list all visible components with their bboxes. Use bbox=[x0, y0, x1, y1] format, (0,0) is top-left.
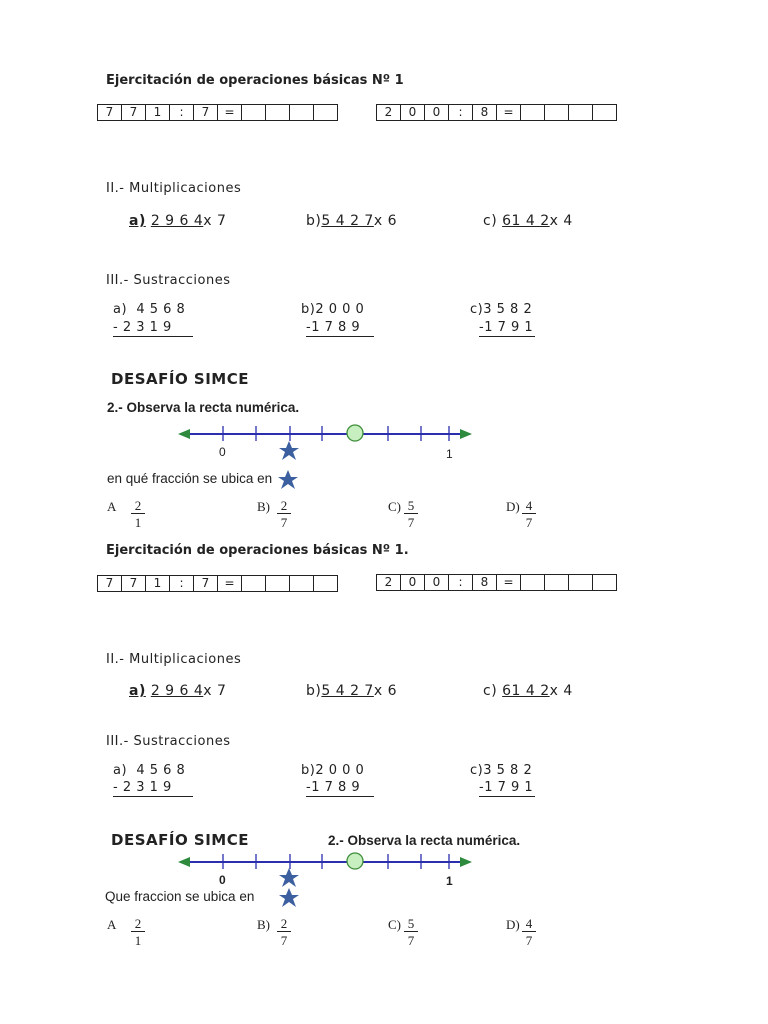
grid-cell[interactable] bbox=[545, 575, 569, 591]
grid-cell[interactable] bbox=[242, 105, 266, 121]
option-numerator: 2 bbox=[131, 499, 145, 514]
option-denominator: 7 bbox=[280, 933, 288, 948]
grid-cell: : bbox=[449, 105, 473, 121]
option-numerator: 2 bbox=[277, 499, 291, 514]
right-arrow-icon bbox=[460, 857, 472, 867]
question-text: 2.- Observa la recta numérica. bbox=[107, 400, 300, 415]
grid-cell: = bbox=[218, 105, 242, 121]
left-arrow-icon bbox=[178, 857, 190, 867]
grid-cell: = bbox=[497, 105, 521, 121]
simce-title: DESAFÍO SIMCE bbox=[111, 831, 249, 849]
sust-a-top: 4 5 6 8 bbox=[136, 763, 186, 778]
mult-b bbox=[306, 683, 397, 699]
grid-cell[interactable] bbox=[521, 105, 545, 121]
label-one: 1 bbox=[446, 874, 453, 888]
option-numerator: 5 bbox=[404, 917, 418, 932]
sust-b-label: b) bbox=[301, 302, 316, 317]
grid-cell: 8 bbox=[473, 575, 497, 591]
mult-b-op: x 6 bbox=[373, 683, 397, 699]
sust-c bbox=[470, 302, 532, 317]
option-denominator: 1 bbox=[134, 515, 142, 530]
option-denominator: 7 bbox=[525, 515, 533, 530]
sust-a bbox=[113, 302, 185, 317]
simce-title: DESAFÍO SIMCE bbox=[111, 370, 249, 388]
sust-b bbox=[301, 763, 364, 778]
sust-a-top: 4 5 6 8 bbox=[136, 302, 186, 317]
sust-b-top: 2 0 0 0 bbox=[315, 763, 365, 778]
mult-a-label: a) bbox=[129, 213, 146, 229]
grid-cell[interactable] bbox=[593, 575, 617, 591]
mult-a-op: x 7 bbox=[203, 213, 227, 229]
mult-a-num: 2 9 6 4 bbox=[150, 683, 204, 699]
mult-title: II.- Multiplicaciones bbox=[106, 652, 242, 667]
sust-a-bottom: - 2 3 1 9 bbox=[113, 780, 193, 797]
division-grid-a bbox=[97, 104, 338, 121]
sust-b bbox=[301, 302, 364, 317]
grid-cell: 7 bbox=[194, 105, 218, 121]
sust-a bbox=[113, 763, 185, 778]
mult-a bbox=[129, 683, 226, 699]
option-label: D) bbox=[506, 917, 520, 932]
grid-cell[interactable] bbox=[242, 576, 266, 592]
label-zero: 0 bbox=[219, 873, 226, 887]
grid-cell: 1 bbox=[146, 105, 170, 121]
mult-b-op: x 6 bbox=[373, 213, 397, 229]
sust-c-label: c) bbox=[470, 763, 484, 778]
option-numerator: 4 bbox=[522, 499, 536, 514]
sust-title: III.- Sustracciones bbox=[106, 734, 231, 749]
mult-a-label: a) bbox=[129, 683, 146, 699]
grid-cell: = bbox=[218, 576, 242, 592]
mult-a-num: 2 9 6 4 bbox=[150, 213, 204, 229]
division-grid-b bbox=[376, 574, 617, 591]
option-label: A bbox=[107, 499, 117, 514]
mult-c-label: c) bbox=[483, 683, 498, 699]
grid-cell[interactable] bbox=[314, 576, 338, 592]
option-denominator: 7 bbox=[280, 515, 288, 530]
right-arrow-icon bbox=[460, 429, 472, 439]
mult-b-num: 5 4 2 7 bbox=[321, 683, 374, 699]
mult-c-op: x 4 bbox=[549, 683, 573, 699]
grid-cell[interactable] bbox=[569, 575, 593, 591]
grid-cell[interactable] bbox=[290, 576, 314, 592]
mult-title: II.- Multiplicaciones bbox=[106, 181, 242, 196]
grid-cell: 7 bbox=[122, 105, 146, 121]
sust-b-label: b) bbox=[301, 763, 316, 778]
grid-cell[interactable] bbox=[266, 105, 290, 121]
mult-b-num: 5 4 2 7 bbox=[321, 213, 374, 229]
sust-c-top: 3 5 8 2 bbox=[483, 763, 533, 778]
grid-cell: 7 bbox=[194, 576, 218, 592]
option-label: D) bbox=[506, 499, 520, 514]
label-one: 1 bbox=[446, 447, 453, 461]
option-denominator: 7 bbox=[407, 933, 415, 948]
option-numerator: 2 bbox=[277, 917, 291, 932]
block-title: Ejercitación de operaciones básicas Nº 1 bbox=[106, 73, 404, 88]
mult-a-op: x 7 bbox=[203, 683, 227, 699]
grid-cell: : bbox=[170, 105, 194, 121]
option-label: B) bbox=[257, 499, 270, 514]
grid-cell: 7 bbox=[98, 576, 122, 592]
left-arrow-icon bbox=[178, 429, 190, 439]
grid-cell: 2 bbox=[377, 105, 401, 121]
division-grid-a bbox=[97, 575, 338, 592]
grid-cell[interactable] bbox=[290, 105, 314, 121]
grid-cell: 1 bbox=[146, 576, 170, 592]
grid-cell: = bbox=[497, 575, 521, 591]
option-numerator: 4 bbox=[522, 917, 536, 932]
mult-c bbox=[483, 683, 573, 699]
block-title: Ejercitación de operaciones básicas Nº 1. bbox=[106, 543, 409, 558]
question-text: 2.- Observa la recta numérica. bbox=[328, 833, 521, 848]
option-denominator: 1 bbox=[134, 933, 142, 948]
mult-b-label: b) bbox=[306, 213, 322, 229]
sust-b-bottom: -1 7 8 9 bbox=[306, 320, 374, 337]
sust-c-bottom: -1 7 9 1 bbox=[479, 780, 534, 795]
grid-cell[interactable] bbox=[314, 105, 338, 121]
option-label: A bbox=[107, 917, 117, 932]
sust-c-top: 3 5 8 2 bbox=[483, 302, 533, 317]
sust-a-label: a) bbox=[113, 302, 128, 317]
option-numerator: 2 bbox=[131, 917, 145, 932]
division-grid-b bbox=[376, 104, 617, 121]
star-icon bbox=[279, 868, 299, 887]
prompt-text: en qué fracción se ubica en bbox=[107, 471, 273, 486]
mult-c-label: c) bbox=[483, 213, 498, 229]
grid-cell: 0 bbox=[425, 575, 449, 591]
star-icon bbox=[277, 887, 301, 911]
circle-icon bbox=[347, 853, 363, 869]
option-denominator: 7 bbox=[407, 515, 415, 530]
grid-cell[interactable] bbox=[266, 576, 290, 592]
label-zero: 0 bbox=[219, 445, 226, 459]
mult-c-op: x 4 bbox=[549, 213, 573, 229]
grid-cell: 7 bbox=[98, 105, 122, 121]
sust-c-bottom: -1 7 9 1 bbox=[479, 320, 534, 335]
sust-title: III.- Sustracciones bbox=[106, 273, 231, 288]
grid-cell: 0 bbox=[401, 575, 425, 591]
mult-c bbox=[483, 213, 573, 229]
option-numerator: 5 bbox=[404, 499, 418, 514]
prompt-text: Que fraccion se ubica en bbox=[105, 889, 255, 904]
circle-icon bbox=[347, 425, 363, 441]
grid-cell[interactable] bbox=[545, 105, 569, 121]
grid-cell[interactable] bbox=[593, 105, 617, 121]
sust-c bbox=[470, 763, 532, 778]
sust-a-label: a) bbox=[113, 763, 128, 778]
sust-c-label: c) bbox=[470, 302, 484, 317]
grid-cell[interactable] bbox=[521, 575, 545, 591]
option-label: C) bbox=[388, 917, 401, 932]
sust-a-bottom: - 2 3 1 9 bbox=[113, 320, 193, 337]
option-label: C) bbox=[388, 499, 401, 514]
mult-a bbox=[129, 213, 226, 229]
mult-c-num: 61 4 2 bbox=[502, 213, 550, 229]
grid-cell: : bbox=[170, 576, 194, 592]
grid-cell[interactable] bbox=[569, 105, 593, 121]
sust-b-bottom: -1 7 8 9 bbox=[306, 780, 374, 797]
grid-cell: 7 bbox=[122, 576, 146, 592]
grid-cell: 0 bbox=[425, 105, 449, 121]
option-denominator: 7 bbox=[525, 933, 533, 948]
star-icon bbox=[276, 469, 300, 493]
sust-b-top: 2 0 0 0 bbox=[315, 302, 365, 317]
grid-cell: : bbox=[449, 575, 473, 591]
option-label: B) bbox=[257, 917, 270, 932]
grid-cell: 2 bbox=[377, 575, 401, 591]
star-icon bbox=[279, 441, 299, 460]
grid-cell: 8 bbox=[473, 105, 497, 121]
grid-cell: 0 bbox=[401, 105, 425, 121]
mult-c-num: 61 4 2 bbox=[502, 683, 550, 699]
mult-b-label: b) bbox=[306, 683, 322, 699]
mult-b bbox=[306, 213, 397, 229]
